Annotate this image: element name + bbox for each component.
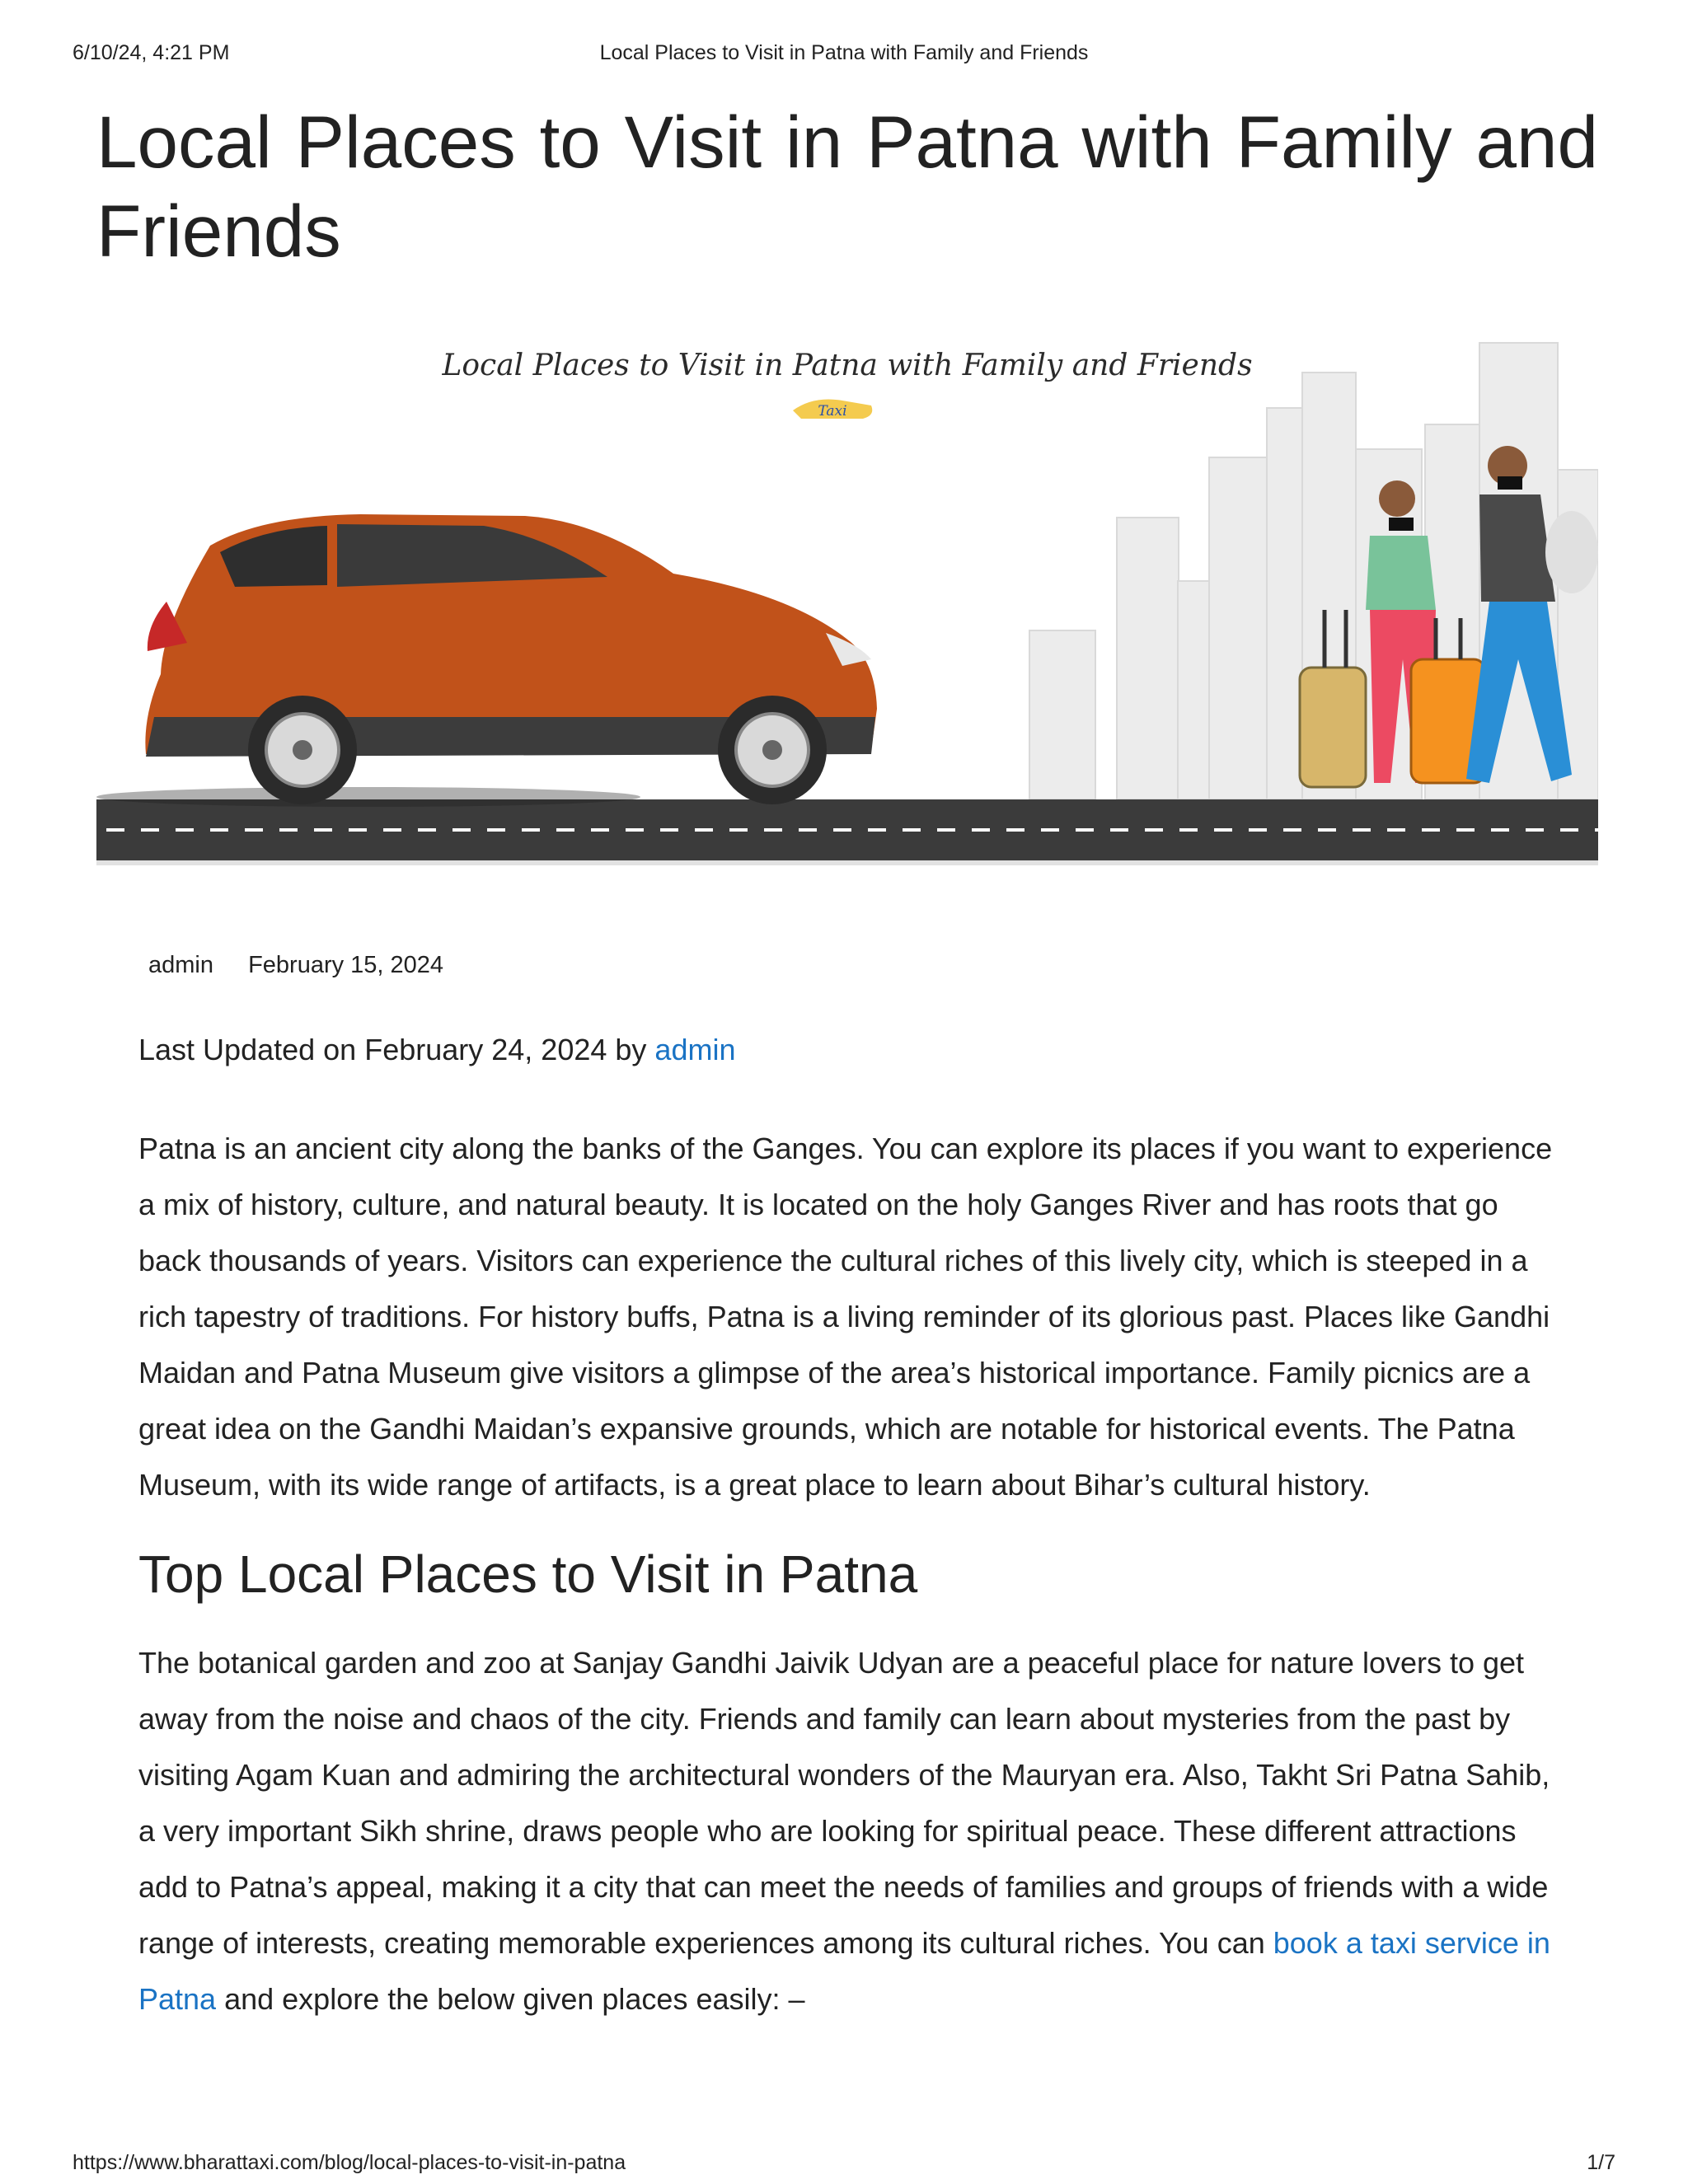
- logo-text: Taxi: [818, 403, 847, 419]
- print-footer: [73, 2151, 1615, 2176]
- author-link[interactable]: admin: [654, 1033, 736, 1066]
- last-updated-text: Last Updated on February 24, 2024 by: [138, 1033, 655, 1066]
- print-doc-title: Local Places to Visit in Patna with Family and Friends: [599, 41, 1089, 64]
- print-header: [73, 41, 1615, 68]
- post-date: February 15, 2024: [248, 952, 444, 978]
- section-paragraph: [138, 1635, 1556, 2027]
- section-heading: Top Local Places to Visit in Patna: [138, 1544, 918, 1604]
- hero-banner: [96, 330, 1598, 865]
- section-paragraph-tail: and explore the below given places easily: –: [216, 1982, 805, 2016]
- last-updated-line: [138, 1030, 1556, 1070]
- hero-banner-illustration: [96, 330, 1598, 865]
- intro-paragraph: Patna is an ancient city along the banks of the Ganges. You can explore its places if you want to experience a mix of history, culture, and natural beauty. It is located on the holy Ganges River and has roots that go back thousands of years. Visitors can experience the cultural riches of this lively city, which is steeped in a rich tapestry of traditions. For history buffs, Patna is a living reminder of its glorious past. Places like Gandhi Maidan and Patna Museum give visitors a glimpse of the area’s historical importance. Family picnics are a great idea on the Gandhi Maidan’s expansive grounds, which are notable for historical events. The Patna Museum, with its wide range of artifacts, is a great place to learn about Bihar’s cultural history.: [138, 1132, 1553, 1502]
- post-author: admin: [148, 952, 213, 978]
- article-title: Local Places to Visit in Patna with Family and Friends: [96, 101, 1598, 272]
- section-paragraph-text: The botanical garden and zoo at Sanjay Gandhi Jaivik Udyan are a peaceful place for nature lovers to get away from the noise and chaos of the city. Friends and family can learn about mysteries from the past by visiting Agam Kuan and admiring the architectural wonders of the Mauryan era. Also, Takht Sri Patna Sahib, a very important Sikh shrine, draws people who are looking for spiritual peace. These different attractions add to Patna’s appeal, making it a city that can meet the needs of families and groups of friends with a wide range of interests, creating memorable experiences among its cultural riches. You can: [138, 1646, 1550, 1960]
- article-content: [138, 1030, 1556, 2054]
- page-number: 1/7: [1587, 2151, 1615, 2174]
- book-taxi-link[interactable]: book a taxi service in Patna: [138, 1926, 1550, 2016]
- print-datetime: 6/10/24, 4:21 PM: [73, 41, 230, 64]
- post-meta: [148, 952, 471, 979]
- banner-caption: Local Places to Visit in Patna with Family and Friends: [442, 349, 1253, 382]
- print-url: https://www.bharattaxi.com/blog/local-places-to-visit-in-patna: [73, 2151, 626, 2174]
